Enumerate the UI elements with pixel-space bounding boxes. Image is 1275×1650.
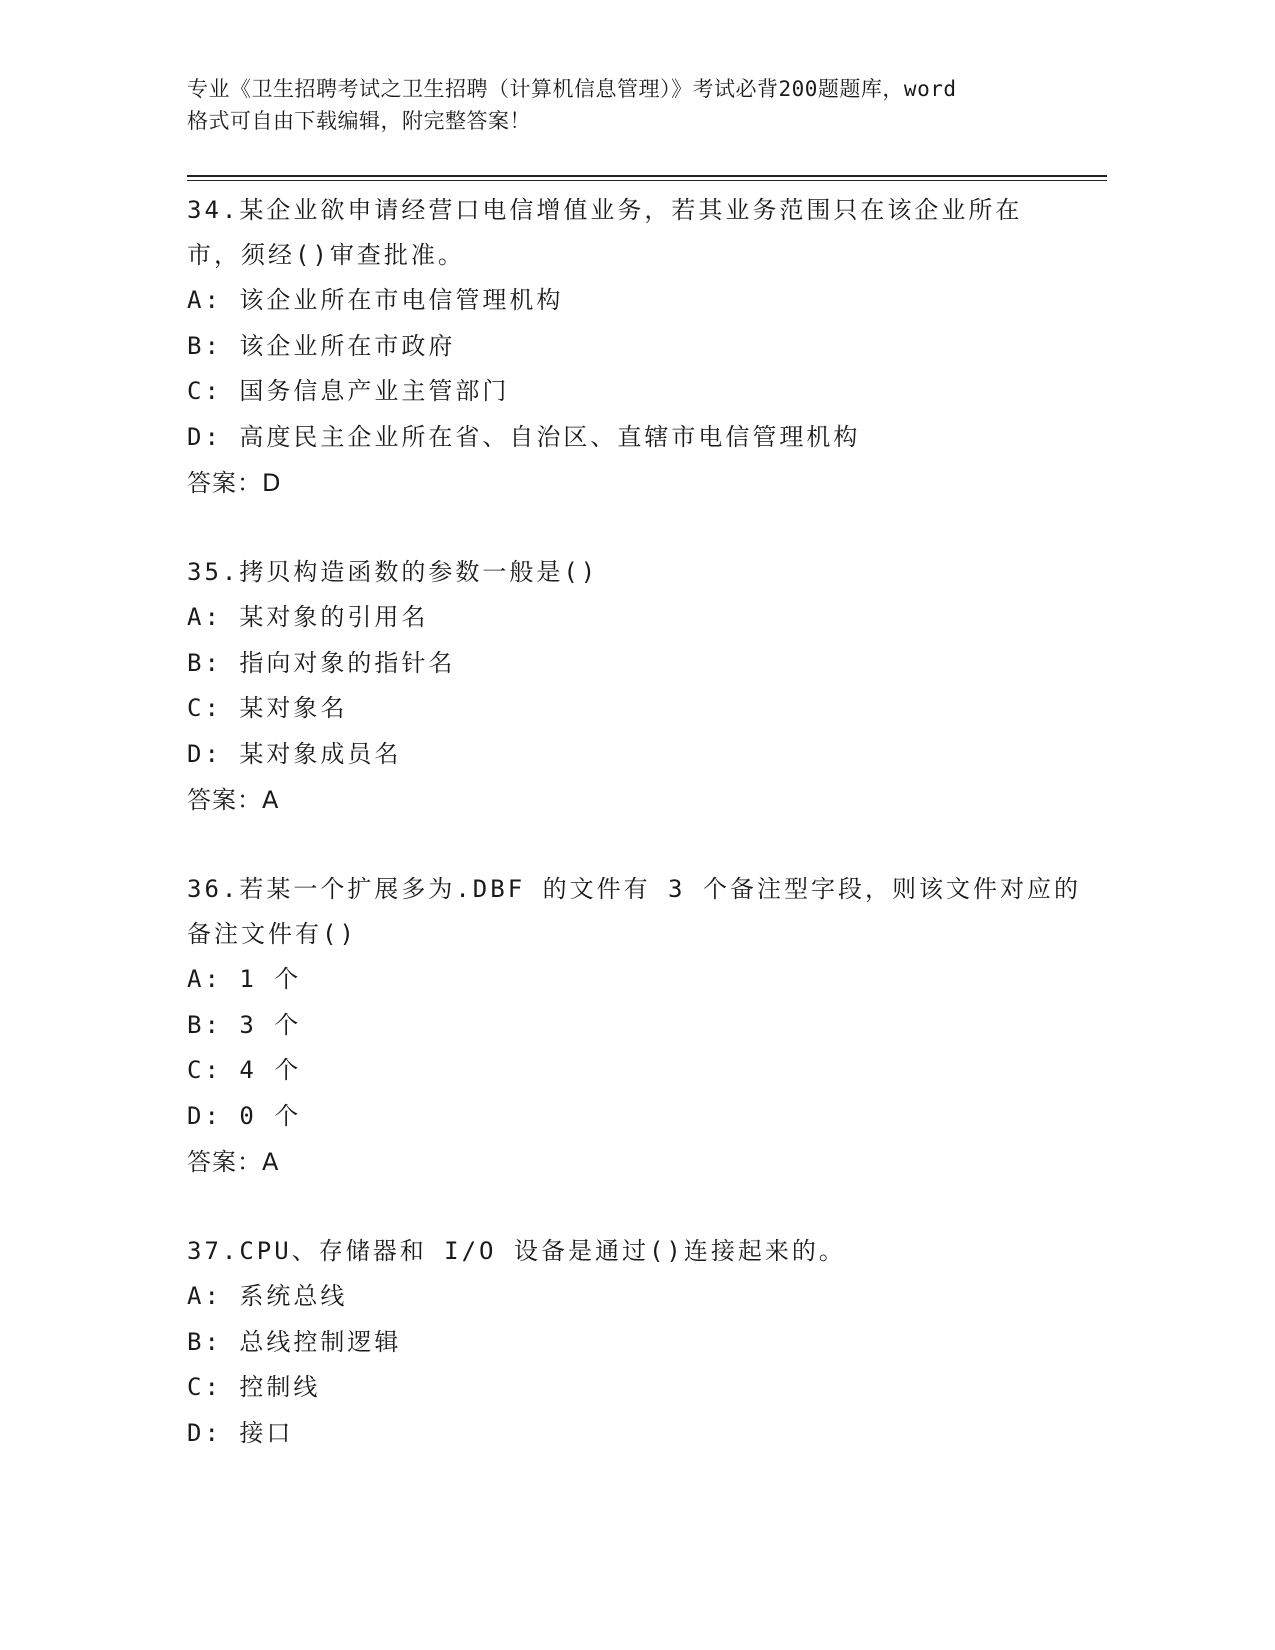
option-text: 某对象的引用名 bbox=[239, 603, 429, 631]
header-line-1: 专业《卫生招聘考试之卫生招聘（计算机信息管理）》考试必背200题题库，word bbox=[187, 77, 957, 101]
option-letter: A: bbox=[187, 603, 222, 631]
option-text: 3 个 bbox=[239, 1010, 302, 1039]
option-text: 某对象名 bbox=[239, 694, 348, 722]
option-letter: C: bbox=[187, 1056, 222, 1084]
question-spacer bbox=[187, 823, 1087, 867]
option-d bbox=[187, 415, 1087, 461]
option-letter: D: bbox=[187, 1101, 222, 1130]
option-d bbox=[187, 732, 1087, 778]
option-b bbox=[187, 1003, 1087, 1049]
option-text: 接口 bbox=[239, 1418, 294, 1447]
header-divider-thick bbox=[187, 175, 1107, 177]
option-d bbox=[187, 1094, 1087, 1140]
question-item bbox=[187, 550, 1087, 823]
question-stem-line: 36.若某一个扩展多为.DBF 的文件有 3 个备注型字段，则该文件对应的 bbox=[187, 875, 1081, 903]
option-a bbox=[187, 278, 1087, 324]
option-text: 国务信息产业主管部门 bbox=[239, 377, 510, 405]
option-letter: A: bbox=[187, 965, 222, 993]
option-b bbox=[187, 641, 1087, 687]
option-c bbox=[187, 1048, 1087, 1094]
option-c bbox=[187, 369, 1087, 415]
question-stem-line: 35.拷贝构造函数的参数一般是() bbox=[187, 558, 599, 586]
option-letter: C: bbox=[187, 377, 222, 405]
question-spacer bbox=[187, 1185, 1087, 1229]
question-stem-line: 市，须经()审查批准。 bbox=[187, 241, 465, 269]
option-d bbox=[187, 1411, 1087, 1457]
option-letter: B: bbox=[187, 1010, 222, 1039]
question-stem-line: 34.某企业欲申请经营口电信增值业务，若其业务范围只在该企业所在 bbox=[187, 196, 1023, 224]
option-text: 4 个 bbox=[239, 1056, 302, 1084]
option-letter: B: bbox=[187, 648, 222, 677]
question-stem-line: 备注文件有() bbox=[187, 920, 357, 948]
question-item bbox=[187, 867, 1087, 1185]
question-stem-line: 37.CPU、存储器和 I/O 设备是通过()连接起来的。 bbox=[187, 1237, 846, 1265]
option-letter: A: bbox=[187, 1282, 222, 1310]
option-text: 该企业所在市电信管理机构 bbox=[239, 286, 564, 314]
option-text: 系统总线 bbox=[239, 1282, 348, 1310]
option-letter: C: bbox=[187, 694, 222, 722]
option-a bbox=[187, 1274, 1087, 1320]
option-c bbox=[187, 1365, 1087, 1411]
option-letter: A: bbox=[187, 286, 222, 314]
option-a bbox=[187, 595, 1087, 641]
option-text: 某对象成员名 bbox=[239, 739, 402, 768]
header-divider-thin bbox=[187, 180, 1107, 181]
option-letter: D: bbox=[187, 422, 222, 451]
option-b bbox=[187, 1320, 1087, 1366]
question-item bbox=[187, 188, 1087, 506]
option-text: 高度民主企业所在省、自治区、直辖市电信管理机构 bbox=[239, 422, 861, 451]
answer-line: 答案：A bbox=[187, 786, 280, 814]
option-letter: D: bbox=[187, 739, 222, 768]
option-b bbox=[187, 324, 1087, 370]
question-spacer bbox=[187, 506, 1087, 550]
option-text: 指向对象的指针名 bbox=[239, 648, 456, 677]
option-c bbox=[187, 686, 1087, 732]
option-text: 该企业所在市政府 bbox=[239, 331, 456, 360]
question-list bbox=[187, 188, 1087, 1456]
option-text: 控制线 bbox=[239, 1373, 321, 1401]
answer-line: 答案：D bbox=[187, 469, 282, 497]
option-letter: B: bbox=[187, 331, 222, 360]
answer-line: 答案：A bbox=[187, 1148, 280, 1176]
option-letter: B: bbox=[187, 1327, 222, 1356]
option-a bbox=[187, 957, 1087, 1003]
option-letter: D: bbox=[187, 1418, 222, 1447]
option-text: 1 个 bbox=[239, 965, 302, 993]
question-item bbox=[187, 1229, 1087, 1456]
header-line-2: 格式可自由下载编辑，附完整答案！ bbox=[187, 109, 531, 133]
option-letter: C: bbox=[187, 1373, 222, 1401]
option-text: 0 个 bbox=[239, 1101, 302, 1130]
option-text: 总线控制逻辑 bbox=[239, 1327, 402, 1356]
document-header bbox=[187, 73, 1087, 137]
